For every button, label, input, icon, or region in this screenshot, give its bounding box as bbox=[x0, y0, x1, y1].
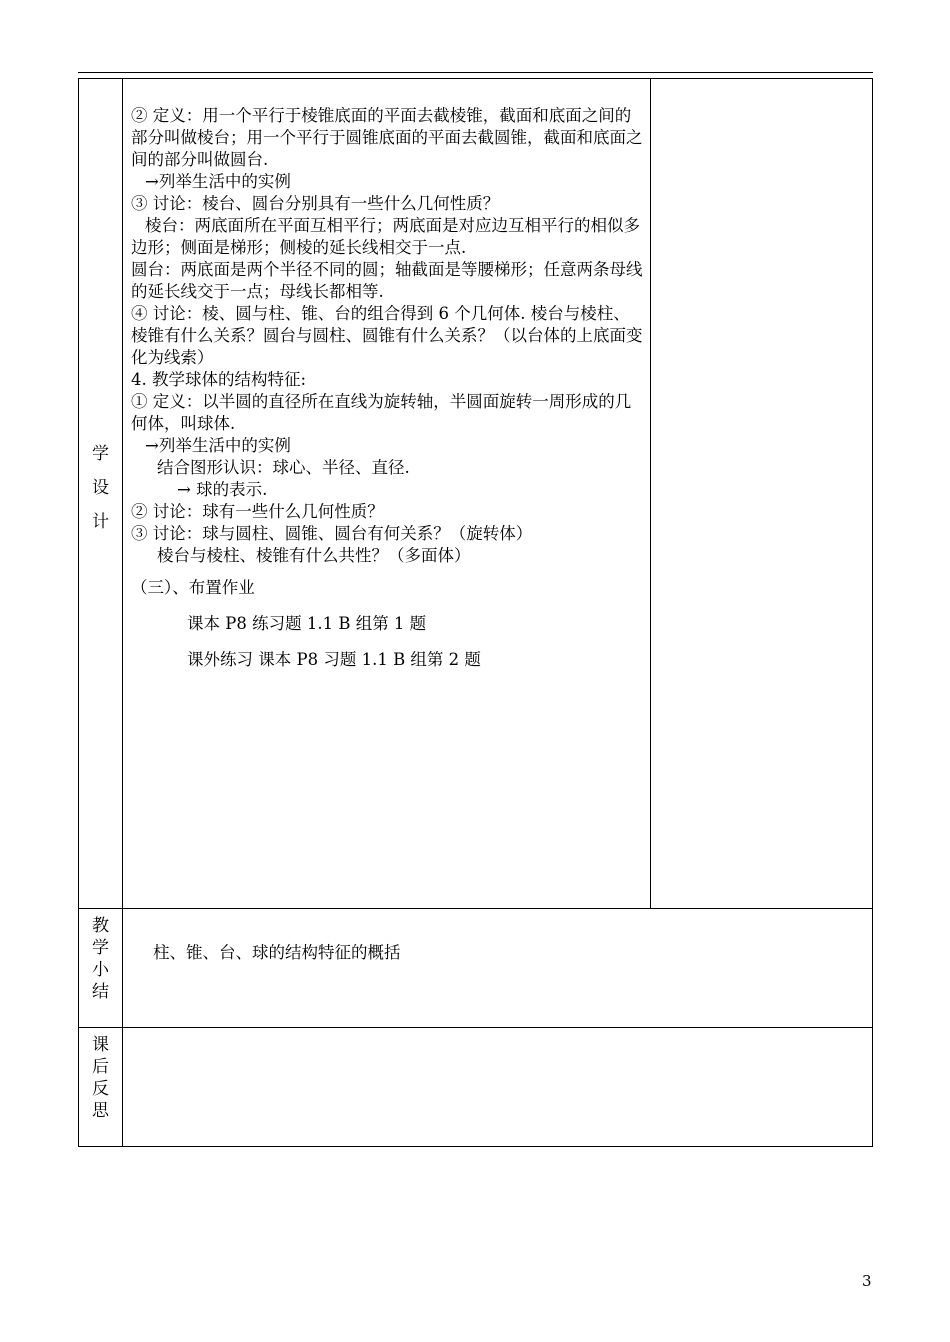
definition-2: ② 定义：用一个平行于棱锥底面的平面去截棱锥，截面和底面之间的部分叫做棱台；用一个平行于圆锥底面的平面去截圆锥，截面和底面之间的部分叫做圆台. bbox=[131, 106, 643, 169]
summary-label-char: 小 bbox=[92, 960, 109, 980]
homework-title: （三）、布置作业 bbox=[131, 578, 255, 597]
reflection-label-char: 课 bbox=[92, 1035, 109, 1055]
sphere-notation: → 球的表示. bbox=[177, 480, 268, 499]
summary-text: 柱、锥、台、球的结构特征的概括 bbox=[123, 909, 873, 1028]
reflection-label-char: 反 bbox=[92, 1079, 109, 1099]
design-row bbox=[79, 79, 873, 909]
design-content bbox=[123, 79, 651, 909]
homework-item: 课外练习 课本 P8 习题 1.1 B 组第 2 题 bbox=[187, 650, 481, 669]
cone-frustum-properties: 圆台：两底面是两个半径不同的圆；轴截面是等腰梯形；任意两条母线的延长线交于一点；母线长都相等. bbox=[131, 260, 643, 301]
discussion-3: ③ 讨论：棱台、圆台分别具有一些什么几何性质？ bbox=[131, 194, 500, 213]
summary-label-char: 学 bbox=[92, 938, 109, 958]
example-line: →列举生活中的实例 bbox=[145, 172, 291, 191]
reflection-row bbox=[79, 1028, 873, 1147]
lesson-plan-table bbox=[78, 78, 873, 1147]
frustum-properties: 棱台：两底面所在平面互相平行；两底面是对应边互相平行的相似多 bbox=[145, 216, 640, 235]
sphere-title: 4. 教学球体的结构特征: bbox=[131, 370, 307, 389]
summary-row bbox=[79, 909, 873, 1028]
reflection-content bbox=[123, 1028, 873, 1147]
page-number: 3 bbox=[862, 1272, 872, 1290]
polyhedron-commonality: 棱台与棱柱、棱锥有什么共性？（多面体） bbox=[157, 546, 471, 565]
notes-cell bbox=[651, 79, 873, 909]
design-label-char: 设 bbox=[92, 477, 109, 498]
design-label-char: 学 bbox=[92, 443, 109, 464]
design-label-char: 计 bbox=[92, 511, 109, 532]
discussion-4: ④ 讨论：棱、圆与柱、锥、台的组合得到 6 个几何体. 棱台与棱柱、棱锥有什么关系？圆台与圆柱、圆锥有什么关系？（以台体的上底面变化为线索） bbox=[131, 304, 643, 367]
sphere-discussion-3: ③ 讨论：球与圆柱、圆锥、圆台有何关系？（旋转体） bbox=[131, 524, 533, 543]
reflection-label-char: 后 bbox=[92, 1057, 109, 1077]
design-label-cell bbox=[79, 79, 123, 909]
homework-item: 课本 P8 练习题 1.1 B 组第 1 题 bbox=[187, 614, 427, 633]
reflection-label-char: 思 bbox=[92, 1101, 109, 1121]
frustum-properties-cont: 边形；侧面是梯形；侧棱的延长线相交于一点. bbox=[131, 238, 467, 257]
sphere-recognize: 结合图形认识：球心、半径、直径. bbox=[157, 458, 410, 477]
header-rule bbox=[78, 72, 873, 73]
summary-label-char: 教 bbox=[92, 916, 109, 936]
summary-label-char: 结 bbox=[92, 982, 109, 1002]
sphere-discussion-2: ② 讨论：球有一些什么几何性质？ bbox=[131, 502, 384, 521]
summary-label-cell bbox=[79, 909, 123, 1028]
example-line: →列举生活中的实例 bbox=[145, 436, 291, 455]
reflection-label-cell bbox=[79, 1028, 123, 1147]
sphere-definition: ① 定义：以半圆的直径所在直线为旋转轴，半圆面旋转一周形成的几何体，叫球体. bbox=[131, 392, 632, 433]
